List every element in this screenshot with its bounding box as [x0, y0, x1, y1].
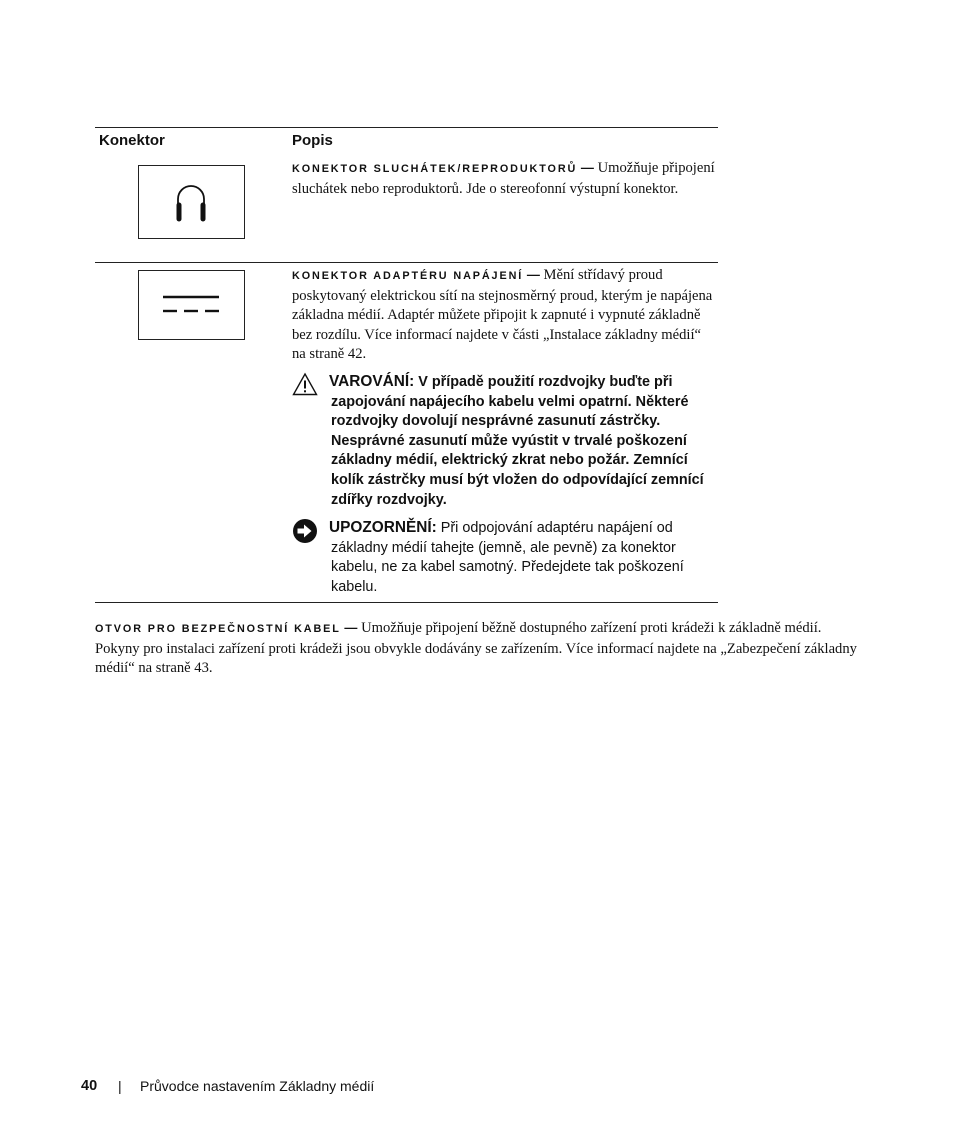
table-header	[95, 128, 718, 158]
page-number: 40	[81, 1078, 98, 1094]
dc-power-icon	[139, 271, 243, 338]
power-adapter-title: KONEKTOR ADAPTÉRU NAPÁJENÍ	[292, 270, 524, 282]
headphones-connector-text: Umožňuje připojení sluchátek nebo reproduktorů. Jde o stereofonní výstupní konektor.	[292, 160, 715, 197]
table-row-headphones	[95, 158, 718, 262]
headphones-connector-title: KONEKTOR SLUCHÁTEK/REPRODUKTORŮ	[292, 163, 578, 175]
footer-separator: |	[118, 1078, 122, 1094]
caution-notice	[292, 518, 718, 597]
headphones-description	[292, 158, 718, 199]
warning-text: V případě použití rozdvojky buďte při zapojování napájecího kabelu velmi opatrní. Některé rozdvojky dovolují nesprávné zasunutí zástrčky. Nesprávné zasunutí může vyústit v trvalé poškození základny médií, elektrický zkrat nebo požár. Zemnící kolík zástrčky musí být vložen do odpovídající zemnící zdířky rozdvojky.	[331, 374, 704, 508]
caution-label: UPOZORNĚNÍ:	[329, 519, 437, 536]
security-cable-slot-title: OTVOR PRO BEZPEČNOSTNÍ KABEL	[95, 623, 341, 635]
power-adapter-text: Mění střídavý proud poskytovaný elektrickou sítí na stejnosměrný proud, kterým je napájena základna médií. Adaptér můžete připojit k zapnuté i vypnuté základně bez rozdílu. Více informací najdete v části „Instalace základny médií“ na straně 42.	[292, 267, 713, 363]
title-dash: —	[526, 267, 540, 282]
title-dash: —	[344, 620, 358, 635]
power-connector-box	[138, 270, 245, 340]
headphones-connector-box	[138, 165, 245, 239]
connector-table	[95, 127, 718, 603]
headphones-icon	[139, 166, 243, 237]
power-adapter-description	[292, 265, 718, 365]
warning-triangle-icon	[292, 372, 318, 396]
security-cable-slot-paragraph	[95, 618, 865, 679]
column-header-connector: Konektor	[99, 132, 165, 149]
column-header-description: Popis	[292, 132, 333, 149]
table-bottom-rule	[95, 602, 718, 603]
warning-label: VAROVÁNÍ:	[329, 373, 415, 390]
footer-title: Průvodce nastavením Základny médií	[140, 1078, 375, 1094]
title-dash: —	[580, 160, 594, 175]
caution-text: Při odpojování adaptéru napájení od základny médií tahejte (jemně, ale pevně) za konektor kabelu, ne za kabel samotný. Předejdete tak poškození kabelu.	[331, 520, 684, 595]
security-cable-slot-text: Umožňuje připojení běžně dostupného zařízení proti krádeži k základně médií. Pokyny pro instalaci zařízení proti krádeži jsou obvykle dodávány se zařízením. Více informací najdete na „Zabezpečení základny médií“ na straně 43.	[95, 620, 857, 677]
warning-notice	[292, 372, 718, 510]
caution-arrow-icon	[292, 518, 318, 544]
table-row-power-adapter	[95, 263, 718, 602]
